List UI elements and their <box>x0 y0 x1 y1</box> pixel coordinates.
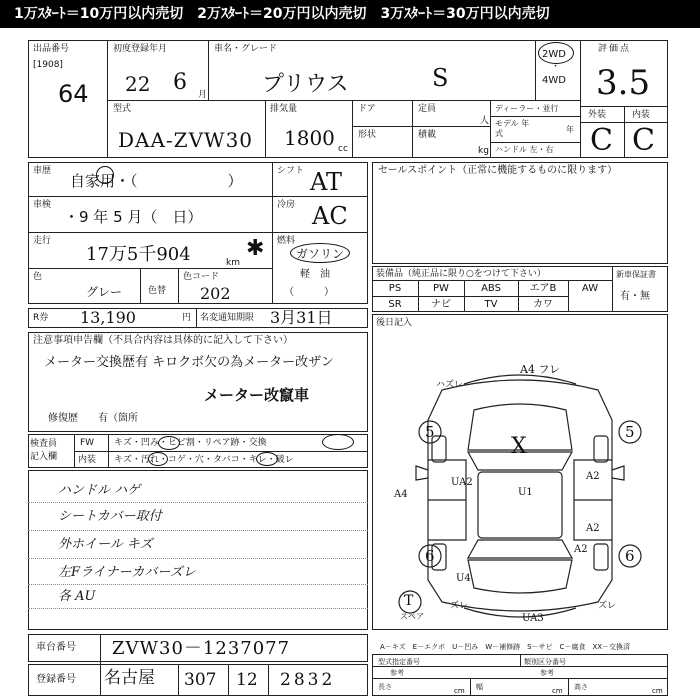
cc-unit: cc <box>338 144 348 154</box>
post-entry-label: 後日記入 <box>376 318 413 328</box>
width-unit: cm <box>552 687 563 695</box>
spare-label: スペア <box>400 612 424 621</box>
left-front-mark: UA2 <box>451 477 473 488</box>
ref-label-2: 参考 <box>540 669 554 677</box>
aircon-label: 冷房 <box>277 200 296 210</box>
door-label: ドア <box>358 104 376 114</box>
equip-leather: カワ <box>533 299 553 310</box>
registration-class: 307 <box>184 670 217 690</box>
auction-banner: 1万ｽﾀｰﾄ＝10万円以内売切 2万ｽﾀｰﾄ＝20万円以内売切 3万ｽﾀｰﾄ＝30万円以内売切 <box>0 0 700 28</box>
yen-unit: 円 <box>182 313 192 323</box>
rear-mark: UA3 <box>522 613 544 624</box>
exterior-label: 外装 <box>588 110 607 120</box>
lot-number: 64 <box>58 80 89 108</box>
category-label: 車歴 <box>33 166 52 176</box>
color-change-label: 色替 <box>148 286 167 296</box>
note-3: 外ホイール キズ <box>58 537 153 552</box>
deadline-value: 3月31日 <box>270 308 333 327</box>
note-1: ハンドル ハゲ <box>58 483 141 498</box>
inspection-value: ・9 年 5 月（ 日） <box>64 208 203 226</box>
ref-label-1: 参考 <box>390 669 404 677</box>
notes-line1: メーター交換歴有 キロクボ欠の為メーター改ザン <box>44 355 334 370</box>
wheel-front-left: 5 <box>425 423 435 441</box>
capacity-label: 定員 <box>418 104 437 114</box>
car-grade: S <box>432 64 449 92</box>
type-number-label: 型式指定番号 <box>378 658 420 666</box>
exchange-circle <box>322 434 354 450</box>
deadline-label: 名変通知期限 <box>200 313 255 323</box>
interior-grade: C <box>632 123 655 158</box>
model-year-label: モデル 年式 <box>495 119 530 138</box>
color-code-value: 202 <box>200 284 231 303</box>
registration-region: 名古屋 <box>104 668 155 688</box>
width-label: 幅 <box>476 683 483 691</box>
lot-label: 出品番号 <box>33 44 70 54</box>
category-value: 自家用・（ ） <box>70 172 243 190</box>
color-code-label: 色コード <box>183 272 220 282</box>
mileage-mark: ✱ <box>246 236 265 261</box>
left-side-mark: A4 <box>394 489 408 500</box>
note-4: 左Fライナーカバーズレ <box>58 565 196 580</box>
sales-points-label: セールスポイント（正常に機能するものに限ります） <box>378 165 618 176</box>
tobacco-circle <box>256 452 278 466</box>
notes-line2: メーター改竄車 <box>204 386 310 404</box>
first-reg-month: 6 <box>173 70 187 95</box>
mileage-label: 走行 <box>33 236 52 246</box>
equip-tv: TV <box>484 299 498 310</box>
model-label: 型式 <box>113 104 132 114</box>
fuel-light: 軽 油 <box>300 269 330 280</box>
drive-2wd-circle <box>538 42 574 64</box>
dent-circle <box>158 436 180 450</box>
right-rear-mark: A2 <box>574 544 588 555</box>
fw-items: キズ・凹み・ヒビ割・リペア跡・交換 <box>114 438 267 448</box>
load-label: 積載 <box>418 130 437 140</box>
recycle-value: 13,190 <box>80 308 136 327</box>
hood-mark: X <box>511 434 527 459</box>
equip-abs: ABS <box>481 283 501 294</box>
roof-mark: U1 <box>518 487 533 498</box>
drive-dot: ・ <box>551 62 561 72</box>
right-door-mark: A2 <box>586 523 600 534</box>
chassis-value: ZVW30－1237077 <box>112 638 291 659</box>
first-reg-year: 22 <box>125 72 151 96</box>
inspector-label: 検査員 記入欄 <box>30 439 58 462</box>
equip-aw: AW <box>581 283 599 294</box>
wheel-rear-left: 6 <box>425 547 435 565</box>
person-unit: 人 <box>480 116 490 126</box>
diagram-top: A4 フレ <box>520 363 560 376</box>
post-entry-box <box>372 314 668 340</box>
mileage-value: 17万5千904 <box>86 244 191 265</box>
displacement-label: 排気量 <box>270 104 298 114</box>
month-suffix: 月 <box>198 90 208 100</box>
lot-code: [1908] <box>33 60 63 70</box>
eval-label: 評価点 <box>598 44 632 54</box>
length-label: 長さ <box>378 683 392 691</box>
dirt-circle <box>148 452 168 466</box>
right-front-mark: A2 <box>586 471 600 482</box>
equip-airbag: エアB <box>529 283 557 294</box>
car-diagram <box>372 340 668 630</box>
height-label: 高さ <box>574 683 588 691</box>
interior-label: 内装 <box>632 110 651 120</box>
height-unit: cm <box>652 687 663 695</box>
handle-label: ハンドル 左・右 <box>495 145 554 154</box>
chassis-label: 車台番号 <box>36 642 76 653</box>
equip-ps: PS <box>388 283 402 294</box>
inspection-label: 車検 <box>33 200 52 210</box>
note-2: シートカバー取付 <box>58 509 162 524</box>
shift-value: AT <box>310 168 343 196</box>
length-unit: cm <box>454 687 465 695</box>
class-number-label: 類別区分番号 <box>524 658 566 666</box>
new-car-value: 有・無 <box>620 291 650 302</box>
fuel-label: 燃料 <box>277 236 296 246</box>
registration-kana: 12 <box>236 670 258 690</box>
wheel-front-right: 5 <box>625 423 635 441</box>
shape-label: 形状 <box>358 130 377 140</box>
notes-label: 注意事項申告欄（不具合内容は具体的に記入して下さい） <box>33 335 293 346</box>
note-5: 各 AU <box>58 589 96 604</box>
fw-label: FW <box>80 438 95 448</box>
first-reg-label: 初度登録年月 <box>113 44 168 54</box>
interior-items: キズ・汚れ・コゲ・穴・タバコ・キレ・破レ <box>114 455 294 465</box>
new-car-label: 新車保証書 <box>616 270 656 279</box>
km-unit: km <box>226 258 240 268</box>
diagram-ring-left: ハズレ <box>436 380 464 390</box>
equip-sr: SR <box>388 299 402 310</box>
model-value: DAA-ZVW30 <box>118 128 254 152</box>
color-label: 色 <box>33 272 43 282</box>
color-value: グレー <box>86 285 123 299</box>
shift-label: シフト <box>277 166 305 176</box>
car-name-label: 車名・グレード <box>214 44 278 54</box>
interior-row-label: 内装 <box>78 455 97 465</box>
registration-number: 2832 <box>280 670 336 690</box>
left-rear-mark: U4 <box>456 573 471 584</box>
equipment-label: 装備品（純正品に限り○をつけて下さい） <box>376 269 546 279</box>
fuel-value: ガソリン <box>296 247 345 261</box>
fuel-paren: （ ） <box>284 287 334 298</box>
aircon-value: AC <box>312 202 348 230</box>
category-circle <box>96 166 114 184</box>
exterior-grade: C <box>590 123 613 158</box>
year-unit: 年 <box>566 125 574 134</box>
rear-left-mark: ズレ <box>450 601 469 611</box>
damage-legend: A－キズ E－エクボ U－凹み W－補修跡 S－サビ C－腐食 XX－交換済 <box>380 643 631 651</box>
equip-navi: ナビ <box>431 299 451 310</box>
dealer-label: ディーラー・並行 <box>495 104 559 113</box>
wheel-rear-right: 6 <box>625 547 635 565</box>
spare-mark: T <box>404 593 414 609</box>
kg-unit: kg <box>478 146 489 156</box>
eval-score: 3.5 <box>596 63 651 103</box>
car-name: プリウス <box>262 72 349 97</box>
drive-4wd: 4WD <box>542 75 566 86</box>
sales-points-box <box>372 162 668 264</box>
fuel-circle <box>290 243 350 263</box>
displacement-value: 1800 <box>284 126 335 150</box>
drive-2wd: 2WD <box>542 49 566 60</box>
repair-label: 修復歴 有（箇所 <box>48 413 138 424</box>
registration-label: 登録番号 <box>36 674 76 685</box>
rear-right-mark: ズレ <box>598 601 617 611</box>
recycle-label: R券 <box>33 313 49 323</box>
equip-pw: PW <box>433 283 449 294</box>
